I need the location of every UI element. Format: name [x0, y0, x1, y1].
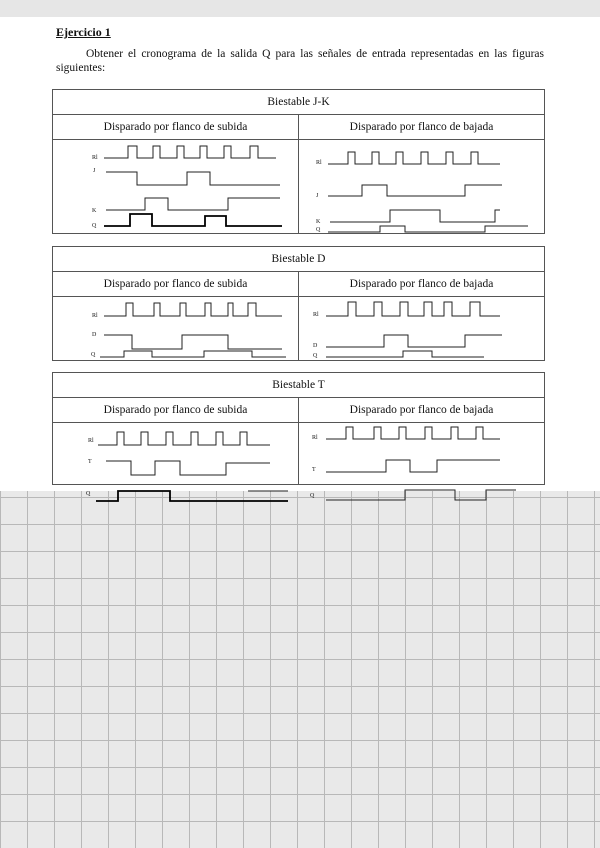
q-answer-waveform	[104, 214, 282, 226]
signal-label: Rl	[88, 438, 94, 444]
signal-label: J	[93, 168, 96, 174]
signal-label: Rl	[316, 160, 322, 166]
signal-label: Rl	[92, 313, 98, 319]
panel-title: Biestable D	[53, 247, 544, 272]
signal-label: Rl	[313, 312, 319, 318]
d-waveform	[326, 335, 502, 347]
q-answer-waveform	[326, 490, 516, 500]
label-rising-edge: Disparado por flanco de subida	[53, 398, 299, 423]
signal-label: T	[312, 467, 316, 473]
signal-label: Q	[91, 352, 96, 358]
t-waveform	[326, 460, 500, 472]
clock-waveform	[98, 432, 270, 445]
label-falling-edge: Disparado por flanco de bajada	[299, 115, 544, 140]
label-rising-edge: Disparado por flanco de subida	[53, 272, 299, 297]
q-answer-waveform	[328, 226, 528, 232]
label-rising-edge: Disparado por flanco de subida	[53, 115, 299, 140]
j-waveform	[328, 185, 502, 196]
j-waveform	[106, 172, 280, 185]
signal-label: K	[316, 219, 321, 225]
signal-label: Q	[313, 353, 318, 359]
signal-label: J	[316, 193, 319, 199]
t-waveform	[106, 461, 270, 475]
k-waveform	[330, 210, 500, 222]
q-answer-waveform	[326, 351, 484, 357]
signal-label: Q	[310, 493, 315, 499]
label-falling-edge: Disparado por flanco de bajada	[299, 398, 544, 423]
clock-waveform	[328, 152, 500, 164]
signal-label: Q	[316, 227, 321, 233]
signal-label: D	[313, 343, 318, 349]
signal-label: K	[92, 208, 97, 214]
q-answer-waveform	[100, 351, 286, 357]
q-answer-waveform	[96, 491, 288, 501]
panel-title: Biestable T	[53, 373, 544, 398]
exercise-instruction: Obtener el cronograma de la salida Q para las señales de entrada representadas en las figuras siguientes:	[56, 48, 544, 74]
signal-label: Q	[86, 491, 91, 497]
label-falling-edge: Disparado por flanco de bajada	[299, 272, 544, 297]
d-waveform	[104, 335, 282, 349]
panel-title: Biestable J-K	[53, 90, 544, 115]
clock-waveform	[104, 303, 282, 316]
clock-waveform	[326, 302, 500, 316]
signal-label: Rl	[312, 435, 318, 441]
signal-label: T	[88, 459, 92, 465]
exercise-title: Ejercicio 1	[56, 25, 111, 39]
signal-label: D	[92, 332, 97, 338]
clock-waveform	[104, 146, 276, 158]
signal-label: Rl	[92, 155, 98, 161]
signal-label: Q	[92, 223, 97, 229]
k-waveform	[106, 198, 280, 210]
clock-waveform	[326, 427, 500, 439]
